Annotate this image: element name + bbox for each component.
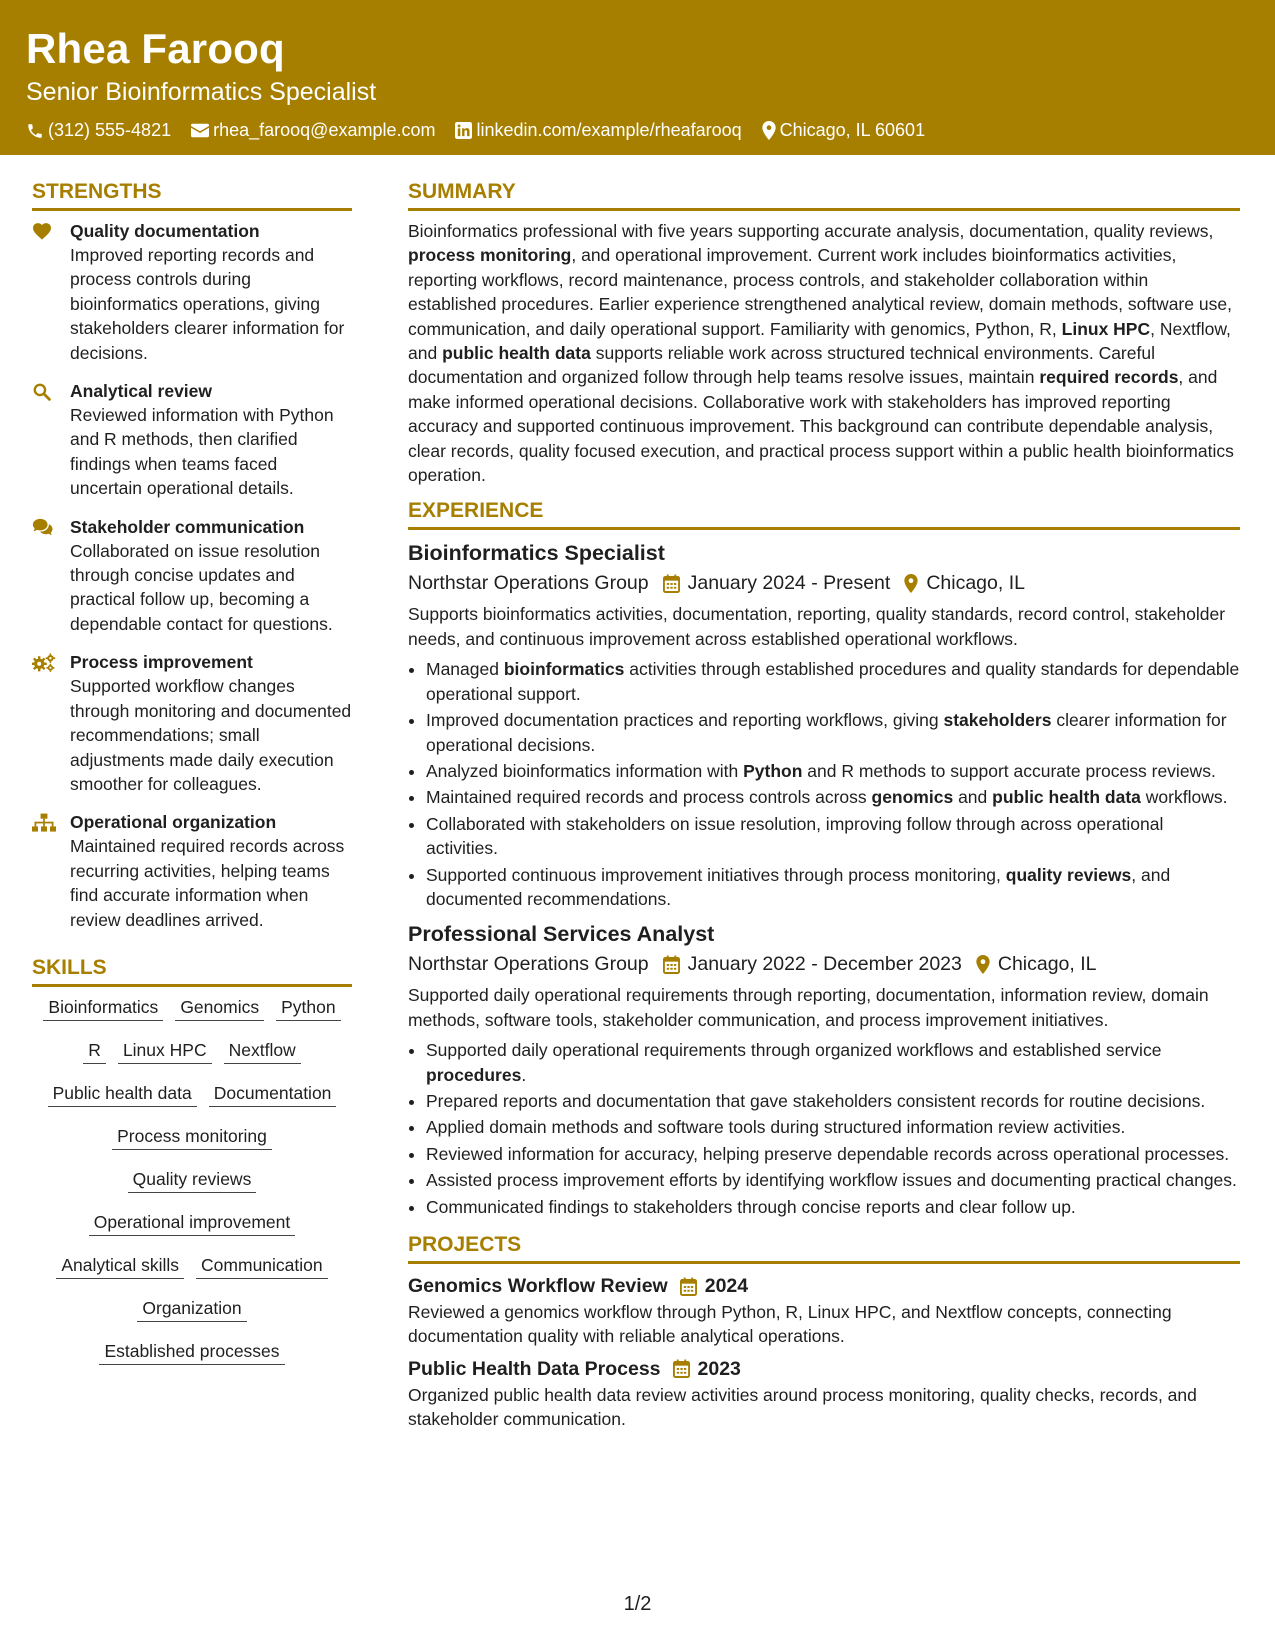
bold-keyword: Linux HPC bbox=[1061, 318, 1151, 339]
bullet: • Supported continuous improvement initiatives through process monitoring, quality reviews, and documented recommendations. bbox=[426, 863, 1240, 912]
job-entry bbox=[408, 919, 1240, 1219]
job-company: Northstar Operations Group bbox=[408, 572, 649, 595]
skill-tag: Genomics bbox=[175, 995, 264, 1021]
calendar-icon bbox=[673, 1359, 690, 1378]
job-bullets bbox=[408, 657, 1240, 911]
strength-desc: Reviewed information with Python and R methods, then clarified findings when teams faced uncertain operational details. bbox=[70, 405, 334, 499]
bold-keyword: procedures bbox=[426, 1064, 522, 1085]
contact-phone bbox=[26, 120, 171, 141]
job-dates: January 2022 - December 2023 bbox=[687, 953, 962, 976]
job-location-wrap bbox=[976, 949, 1097, 979]
right-column bbox=[408, 178, 1240, 1438]
job-bullets bbox=[408, 1038, 1240, 1219]
bold-keyword: public health data bbox=[992, 787, 1141, 808]
contact-location bbox=[762, 120, 925, 141]
bold-keyword: public health data bbox=[442, 343, 591, 364]
envelope-icon bbox=[191, 123, 209, 138]
summary-heading: SUMMARY bbox=[408, 178, 1240, 211]
skill-tag: Analytical skills bbox=[56, 1253, 184, 1279]
skill-row bbox=[32, 995, 352, 1021]
strength-title: Analytical review bbox=[70, 381, 213, 402]
map-pin-icon bbox=[762, 121, 776, 140]
strength-item bbox=[32, 515, 352, 637]
bullet: • Managed bioinformatics activities through established procedures and quality standards for dependable operational support. bbox=[426, 657, 1240, 706]
project-title: Public Health Data Process bbox=[408, 1357, 661, 1380]
skill-tag: Bioinformatics bbox=[43, 995, 163, 1021]
job-location: Chicago, IL bbox=[926, 572, 1025, 595]
bullet: • Maintained required records and process controls across genomics and public health data workflows. bbox=[426, 785, 1240, 809]
map-pin-icon bbox=[904, 574, 918, 593]
skill-tag: Established processes bbox=[99, 1339, 284, 1365]
experience-heading: EXPERIENCE bbox=[408, 497, 1240, 530]
skill-row bbox=[32, 1124, 352, 1150]
strength-title: Quality documentation bbox=[70, 221, 260, 241]
job-meta bbox=[408, 568, 1240, 598]
contact-email[interactable] bbox=[191, 120, 435, 141]
skill-tag: Process monitoring bbox=[112, 1124, 272, 1150]
strength-desc: Supported workflow changes through monitoring and documented recommendations; small adjustments made daily execution smoother for colleagues. bbox=[70, 676, 352, 794]
job-title: Professional Services Analyst bbox=[408, 922, 715, 947]
bold-keyword: stakeholders bbox=[943, 710, 1052, 731]
bold-keyword: process monitoring bbox=[408, 245, 572, 266]
bullet: • Analyzed bioinformatics information with Python and R methods to support accurate process reviews. bbox=[426, 759, 1240, 783]
strength-item bbox=[32, 219, 352, 365]
calendar-icon bbox=[663, 574, 680, 593]
project-year: 2023 bbox=[697, 1357, 741, 1380]
skill-row bbox=[32, 1081, 352, 1107]
strength-title: Operational organization bbox=[70, 812, 277, 833]
bold-keyword: genomics bbox=[871, 787, 954, 808]
summary-text: Bioinformatics professional with five years supporting accurate analysis, documentation, quality reviews, process monitoring, and operational improvement. Current work includes bioinformatics activities, reporting workflows, record maintenance, process controls, and stakeholder collaboration within established procedures. Earlier experience strengthened analytical review, domain methods, software use, communication, and daily operational support. Familiarity with genomics, Python, R, Linux HPC, Nextflow, and public health data supports reliable work across structured technical environments. Careful documentation and organized follow through help teams resolve issues, maintain required records, and make informed operational decisions. Collaborative work with stakeholders has improved reporting accuracy and supported continuous improvement. This background can contribute dependable analysis, clear records, quality focused execution, and practical process support within a public health bioinformatics operation. bbox=[408, 221, 1234, 486]
job-desc: Supported daily operational requirements through reporting, documentation, information review, domain methods, software tools, stakeholder communication, and process improvement initiatives. bbox=[408, 985, 1209, 1030]
contact-bar bbox=[26, 120, 1249, 141]
bullet: • Prepared reports and documentation that gave stakeholders consistent records for routine decisions. bbox=[426, 1089, 1240, 1113]
bullet: • Assisted process improvement efforts by identifying workflow issues and documenting practical changes. bbox=[426, 1168, 1240, 1192]
project-desc: Organized public health data review activities around process monitoring, quality checks, records, and stakeholder communication. bbox=[408, 1384, 1197, 1430]
job-dates-wrap bbox=[663, 949, 962, 979]
skill-tag: Linux HPC bbox=[118, 1038, 212, 1064]
job-company: Northstar Operations Group bbox=[408, 953, 649, 976]
job-meta bbox=[408, 949, 1240, 979]
candidate-role: Senior Bioinformatics Specialist bbox=[26, 78, 377, 106]
candidate-name: Rhea Farooq bbox=[26, 25, 285, 72]
skill-row bbox=[32, 1038, 352, 1064]
map-pin-icon bbox=[976, 955, 990, 974]
strength-title: Process improvement bbox=[70, 652, 253, 673]
skill-tag: Quality reviews bbox=[128, 1167, 257, 1193]
job-location: Chicago, IL bbox=[997, 953, 1097, 976]
calendar-icon bbox=[680, 1277, 697, 1296]
bold-keyword: quality reviews bbox=[1005, 864, 1132, 885]
skills-heading: SKILLS bbox=[32, 954, 352, 987]
skill-tag: Python bbox=[276, 995, 340, 1021]
project-title: Genomics Workflow Review bbox=[408, 1275, 668, 1297]
project-desc: Reviewed a genomics workflow through Python, R, Linux HPC, and Nextflow concepts, connecting documentation quality with reliable analytical operations. bbox=[408, 1302, 1172, 1347]
bullet: • Communicated findings to stakeholders through concise reports and clear follow up. bbox=[426, 1195, 1240, 1219]
skill-tag: Nextflow bbox=[224, 1038, 301, 1064]
org-chart-icon bbox=[32, 813, 56, 833]
linkedin-text: linkedin.com/example/rheafarooq bbox=[476, 120, 742, 140]
gears-icon bbox=[32, 653, 56, 673]
comments-icon bbox=[32, 518, 55, 536]
skill-row bbox=[32, 1253, 352, 1279]
location-text: Chicago, IL 60601 bbox=[779, 120, 926, 140]
strength-title: Stakeholder communication bbox=[70, 516, 305, 537]
phone-icon bbox=[26, 122, 44, 140]
skill-tag: R bbox=[83, 1038, 106, 1064]
contact-linkedin[interactable] bbox=[455, 120, 741, 141]
bullet: • Supported daily operational requirements through organized workflows and established service procedures. bbox=[426, 1038, 1240, 1087]
job-location-wrap bbox=[904, 568, 1025, 598]
bullet: • Collaborated with stakeholders on issue resolution, improving follow through across operational activities. bbox=[426, 812, 1240, 861]
skill-tag: Communication bbox=[196, 1253, 328, 1279]
projects-heading: PROJECTS bbox=[408, 1231, 1240, 1264]
strength-item bbox=[32, 810, 352, 932]
skill-tag: Organization bbox=[137, 1296, 246, 1322]
project-title-row bbox=[408, 1355, 1240, 1383]
page-number: 1/2 bbox=[623, 1593, 652, 1615]
job-dates: January 2024 - Present bbox=[687, 572, 891, 595]
heart-icon bbox=[32, 222, 52, 240]
strength-item bbox=[32, 379, 352, 501]
strength-desc: Improved reporting records and process controls during bioinformatics operations, giving stakeholders clearer information for decisions. bbox=[70, 245, 345, 363]
bullet: • Improved documentation practices and reporting workflows, giving stakeholders clearer information for operational decisions. bbox=[426, 708, 1240, 757]
resume-header bbox=[0, 0, 1275, 155]
linkedin-icon bbox=[455, 122, 472, 139]
strength-item bbox=[32, 650, 352, 796]
bold-keyword: Python bbox=[743, 760, 803, 781]
skill-row bbox=[32, 1167, 352, 1193]
project-year: 2024 bbox=[704, 1275, 749, 1297]
bullet: • Reviewed information for accuracy, helping preserve dependable records across operational processes. bbox=[426, 1142, 1240, 1166]
skills-list bbox=[32, 995, 352, 1365]
job-entry bbox=[408, 538, 1240, 911]
project-entry bbox=[408, 1272, 1240, 1349]
email-text: rhea_farooq@example.com bbox=[213, 120, 436, 140]
skill-row bbox=[32, 1339, 352, 1365]
strength-desc: Collaborated on issue resolution through concise updates and practical follow up, becoming a dependable contact for questions. bbox=[70, 540, 333, 634]
phone-text: (312) 555-4821 bbox=[48, 120, 172, 140]
project-title-row bbox=[408, 1272, 1240, 1300]
bold-keyword: bioinformatics bbox=[503, 659, 625, 680]
job-desc: Supports bioinformatics activities, documentation, reporting, quality standards, record control, stakeholder needs, and continuous improvement across established operational workflows. bbox=[408, 604, 1226, 649]
strength-desc: Maintained required records across recurring activities, helping teams find accurate information when review deadlines arrived. bbox=[70, 836, 345, 930]
bold-keyword: required records bbox=[1039, 367, 1179, 388]
skill-row bbox=[32, 1296, 352, 1322]
job-dates-wrap bbox=[663, 568, 891, 598]
calendar-icon bbox=[663, 955, 680, 974]
strengths-heading: STRENGTHS bbox=[32, 178, 352, 211]
project-entry bbox=[408, 1355, 1240, 1432]
search-icon bbox=[32, 382, 51, 401]
bullet: • Applied domain methods and software tools during structured information review activities. bbox=[426, 1115, 1240, 1139]
job-title: Bioinformatics Specialist bbox=[408, 541, 665, 566]
skill-tag: Public health data bbox=[48, 1081, 197, 1107]
skill-tag: Operational improvement bbox=[89, 1210, 295, 1236]
skill-row bbox=[32, 1210, 352, 1236]
skill-tag: Documentation bbox=[209, 1081, 337, 1107]
left-column bbox=[32, 178, 352, 1382]
